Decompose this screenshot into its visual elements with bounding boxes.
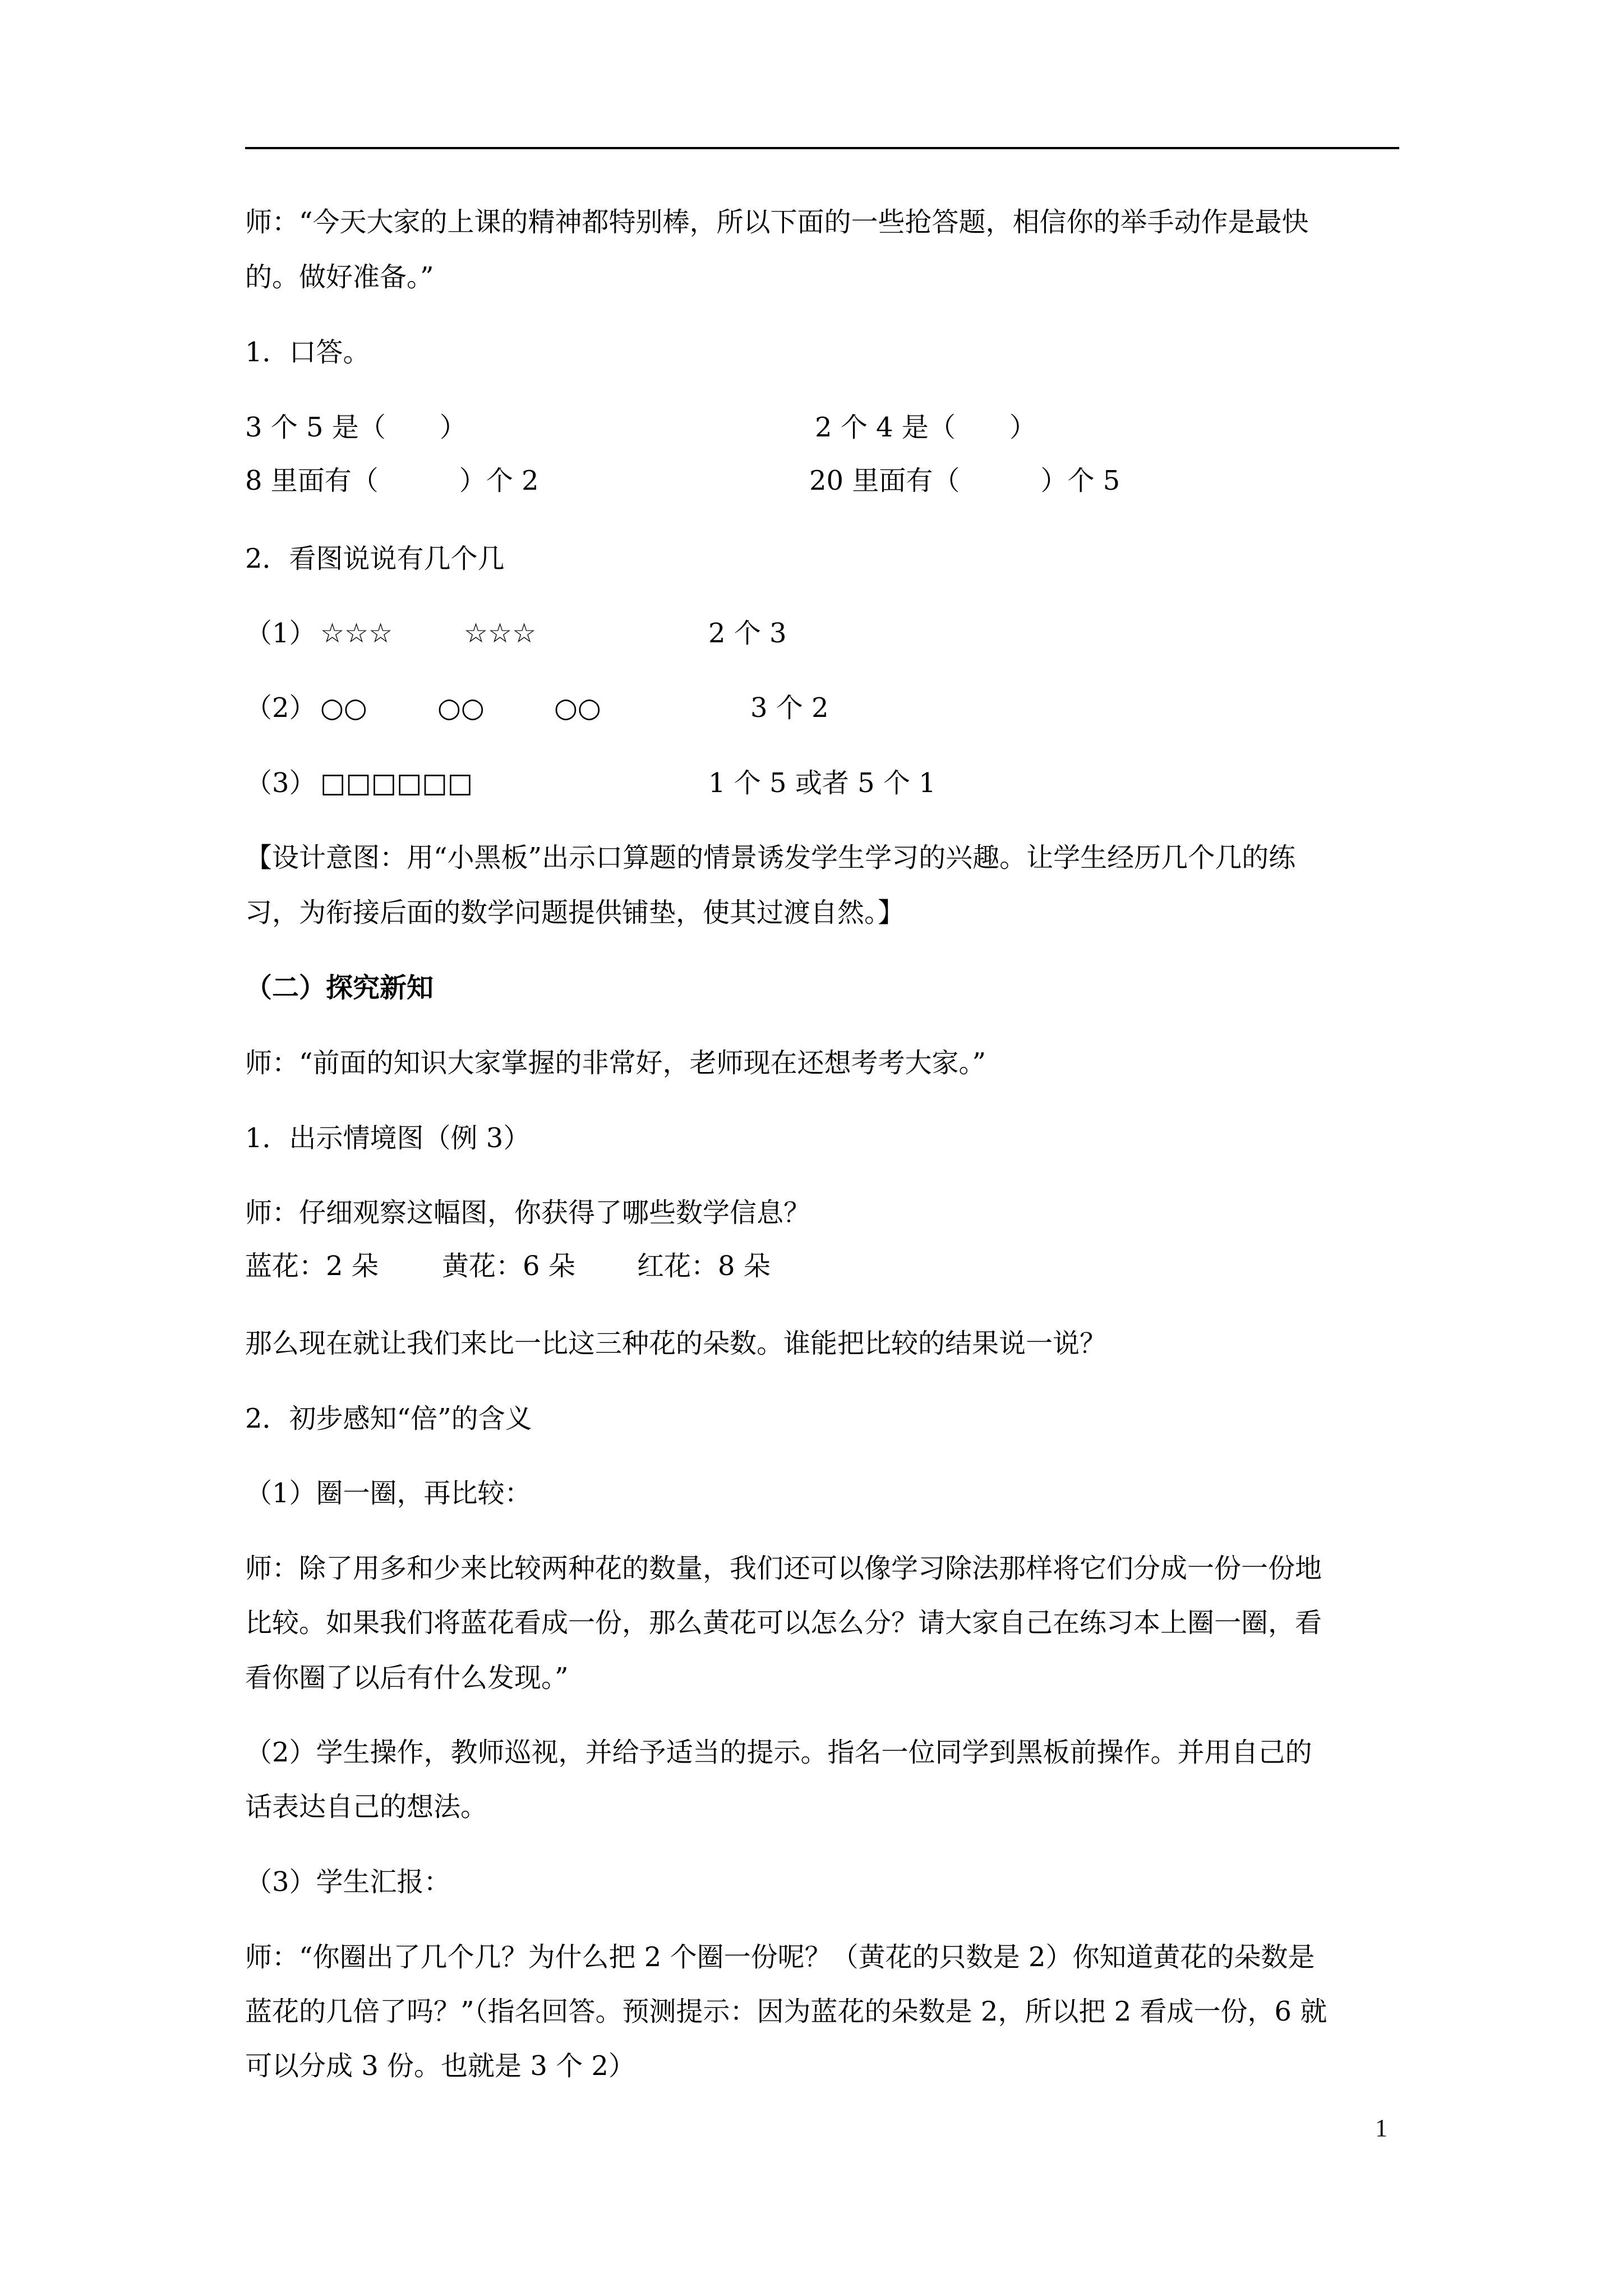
star-group: ☆☆☆ — [464, 618, 537, 649]
square-group: □□□□□□ — [320, 767, 473, 799]
step2-title: 2．初步感知“倍”的含义 — [245, 1403, 532, 1434]
q1-item-a: 3 个 5 是（ ） — [245, 412, 467, 443]
star-group: ☆☆☆ — [320, 618, 393, 649]
divide-paragraph-line2: 比较。如果我们将蓝花看成一份，那么黄花可以怎么分？请大家自己在练习本上圈一圈，看 — [245, 1607, 1322, 1639]
q2-row3-number: （3） — [245, 767, 316, 799]
flower-red-count: 红花：8 朵 — [637, 1250, 771, 1282]
report-paragraph-line3: 可以分成 3 份。也就是 3 个 2） — [245, 2050, 635, 2082]
q1-item-b: 2 个 4 是（ ） — [815, 412, 1036, 443]
circle-group: ○○ — [437, 692, 485, 724]
teacher-question-intro: 师：“前面的知识大家掌握的非常好，老师现在还想考考大家。” — [245, 1047, 986, 1079]
section-heading: （二）探究新知 — [245, 972, 434, 1004]
q1-item-d: 20 里面有（ ）个 5 — [809, 465, 1121, 496]
divide-paragraph-line1: 师：除了用多和少来比较两种花的数量，我们还可以像学习除法那样将它们分成一份一份地 — [245, 1553, 1322, 1584]
teacher-observe-question: 师：仔细观察这幅图，你获得了哪些数学信息？ — [245, 1197, 811, 1228]
step1-title: 1．出示情境图（例 3） — [245, 1122, 531, 1154]
substep1-title: （1）圈一圈，再比较： — [245, 1478, 532, 1509]
page-number: 1 — [1375, 2114, 1387, 2142]
q2-row1-answer: 2 个 3 — [708, 618, 787, 649]
divide-paragraph-line3: 看你圈了以后有什么发现。” — [245, 1662, 569, 1694]
circle-group: ○○ — [320, 692, 367, 724]
flower-yellow-count: 黄花：6 朵 — [442, 1250, 575, 1282]
q1-title: 1．口答。 — [245, 337, 370, 368]
substep2-line1: （2）学生操作，教师巡视，并给予适当的提示。指名一位同学到黑板前操作。并用自己的 — [245, 1737, 1312, 1768]
report-paragraph-line1: 师：“你圈出了几个几？为什么把 2 个圈一份呢？（黄花的只数是 2）你知道黄花的朵数是 — [245, 1941, 1315, 1973]
design-intent-line2: 习，为衔接后面的数学问题提供铺垫，使其过渡自然。】 — [245, 897, 905, 928]
substep3-title: （3）学生汇报： — [245, 1866, 451, 1898]
q2-row2-answer: 3 个 2 — [750, 692, 829, 724]
header-rule — [245, 147, 1399, 149]
q1-item-c: 8 里面有（ ）个 2 — [245, 465, 539, 496]
q2-row3-answer: 1 个 5 或者 5 个 1 — [708, 767, 936, 799]
q2-row2-number: （2） — [245, 692, 316, 724]
design-intent-line1: 【设计意图：用“小黑板”出示口算题的情景诱发学生学习的兴趣。让学生经历几个几的练 — [245, 842, 1296, 873]
compare-prompt: 那么现在就让我们来比一比这三种花的朵数。谁能把比较的结果说一说？ — [245, 1328, 1107, 1359]
substep2-line2: 话表达自己的想法。 — [245, 1791, 488, 1823]
teacher-intro-line2: 的。做好准备。” — [245, 261, 434, 293]
teacher-intro-line1: 师：“今天大家的上课的精神都特别棒，所以下面的一些抢答题，相信你的举手动作是最快 — [245, 206, 1309, 238]
q2-row1-number: （1） — [245, 618, 316, 649]
q2-title: 2．看图说说有几个几 — [245, 543, 505, 574]
report-paragraph-line2: 蓝花的几倍了吗？”（指名回答。预测提示：因为蓝花的朵数是 2，所以把 2 看成一份，6 就 — [245, 1996, 1327, 2027]
circle-group: ○○ — [554, 692, 601, 724]
flower-blue-count: 蓝花：2 朵 — [245, 1250, 379, 1282]
